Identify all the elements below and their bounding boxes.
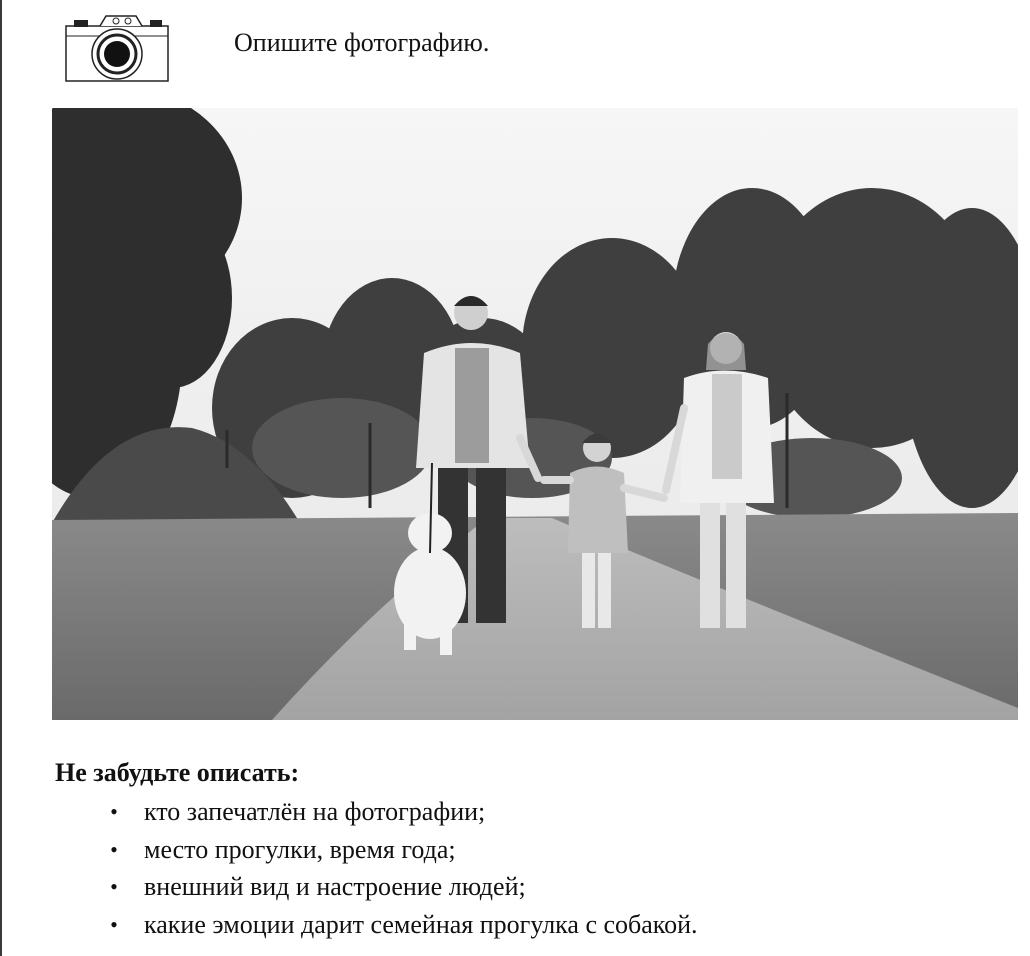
task-title: Опишите фотографию.: [234, 28, 490, 57]
family-walk-photo: [52, 108, 1018, 720]
reminder-list: [104, 793, 698, 943]
reminder-item-text: место прогулки, время года;: [144, 834, 456, 864]
reminder-item-text: кто запечатлён на фотографии;: [144, 797, 486, 826]
camera-icon: [64, 14, 170, 84]
bullet-icon: •: [110, 836, 118, 862]
bullet-icon: •: [110, 874, 118, 899]
reminder-item: [104, 831, 698, 869]
reminder-item: [104, 793, 698, 831]
reminder-item-text: какие эмоции дарит семейная прогулка с собакой.: [144, 909, 698, 939]
page-left-border: [0, 0, 2, 956]
reminder-item-text: внешний вид и настроение людей;: [144, 872, 526, 901]
bullet-icon: •: [110, 911, 118, 937]
reminder-item: [104, 906, 698, 944]
reminder-heading: Не забудьте описать:: [55, 758, 300, 787]
bullet-icon: •: [110, 799, 118, 824]
reminder-item: [104, 868, 698, 906]
